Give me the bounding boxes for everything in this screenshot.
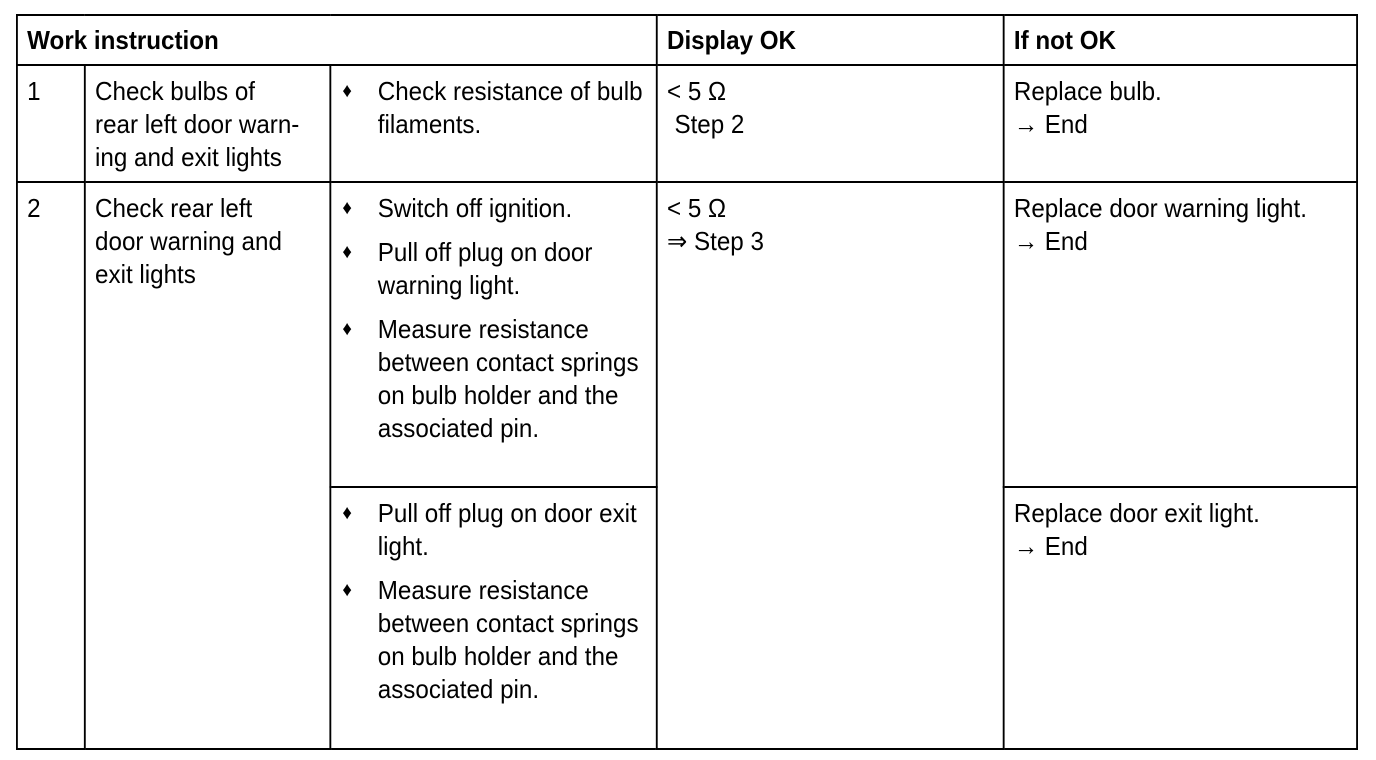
bullet-diamond-icon: ♦ <box>342 502 352 524</box>
check-description: Check bulbs of rear left door warn- ing and exit lights <box>85 65 331 182</box>
display-ok-value: < 5 Ω Step 2 <box>657 65 1004 182</box>
list-item: ♦ Measure resistance between contact springs on bulb holder and the associated pin. <box>342 314 639 443</box>
header-work-instruction: Work instruction <box>17 15 657 65</box>
bullet-diamond-icon: ♦ <box>342 318 352 340</box>
bullet-diamond-icon: ♦ <box>342 579 352 601</box>
check-description: Check rear left door warning and exit lights <box>85 182 331 749</box>
display-ok-value: < 5 Ω ⇒ Step 3 <box>657 182 1004 749</box>
if-not-ok-action: Replace door exit light. → End <box>1004 487 1357 749</box>
bullet-diamond-icon: ♦ <box>342 241 352 263</box>
if-not-ok-action: Replace bulb. → End <box>1004 65 1357 182</box>
instruction-steps <box>330 487 656 749</box>
list-item: ♦ Pull off plug on door warning light. <box>342 237 593 300</box>
header-row <box>17 15 1357 65</box>
bullet-diamond-icon: ♦ <box>342 80 352 102</box>
list-item: ♦ Check resistance of bulb filaments. <box>342 76 643 139</box>
header-if-not-ok: If not OK <box>1004 15 1357 65</box>
table-row <box>17 182 1357 487</box>
bullet-diamond-icon: ♦ <box>342 197 352 219</box>
table-row <box>17 65 1357 182</box>
work-instruction-table <box>16 14 1358 750</box>
header-display-ok: Display OK <box>657 15 1004 65</box>
if-not-ok-action: Replace door warning light. → End <box>1004 182 1357 487</box>
list-item: ♦ Measure resistance between contact springs on bulb holder and the associated pin. <box>342 575 639 704</box>
instruction-steps <box>330 182 656 487</box>
step-number: 1 <box>17 65 85 182</box>
list-item: ♦ Pull off plug on door exit light. <box>342 498 637 561</box>
step-number: 2 <box>17 182 85 749</box>
instruction-steps <box>330 65 656 182</box>
list-item: ♦ Switch off ignition. <box>342 193 573 223</box>
